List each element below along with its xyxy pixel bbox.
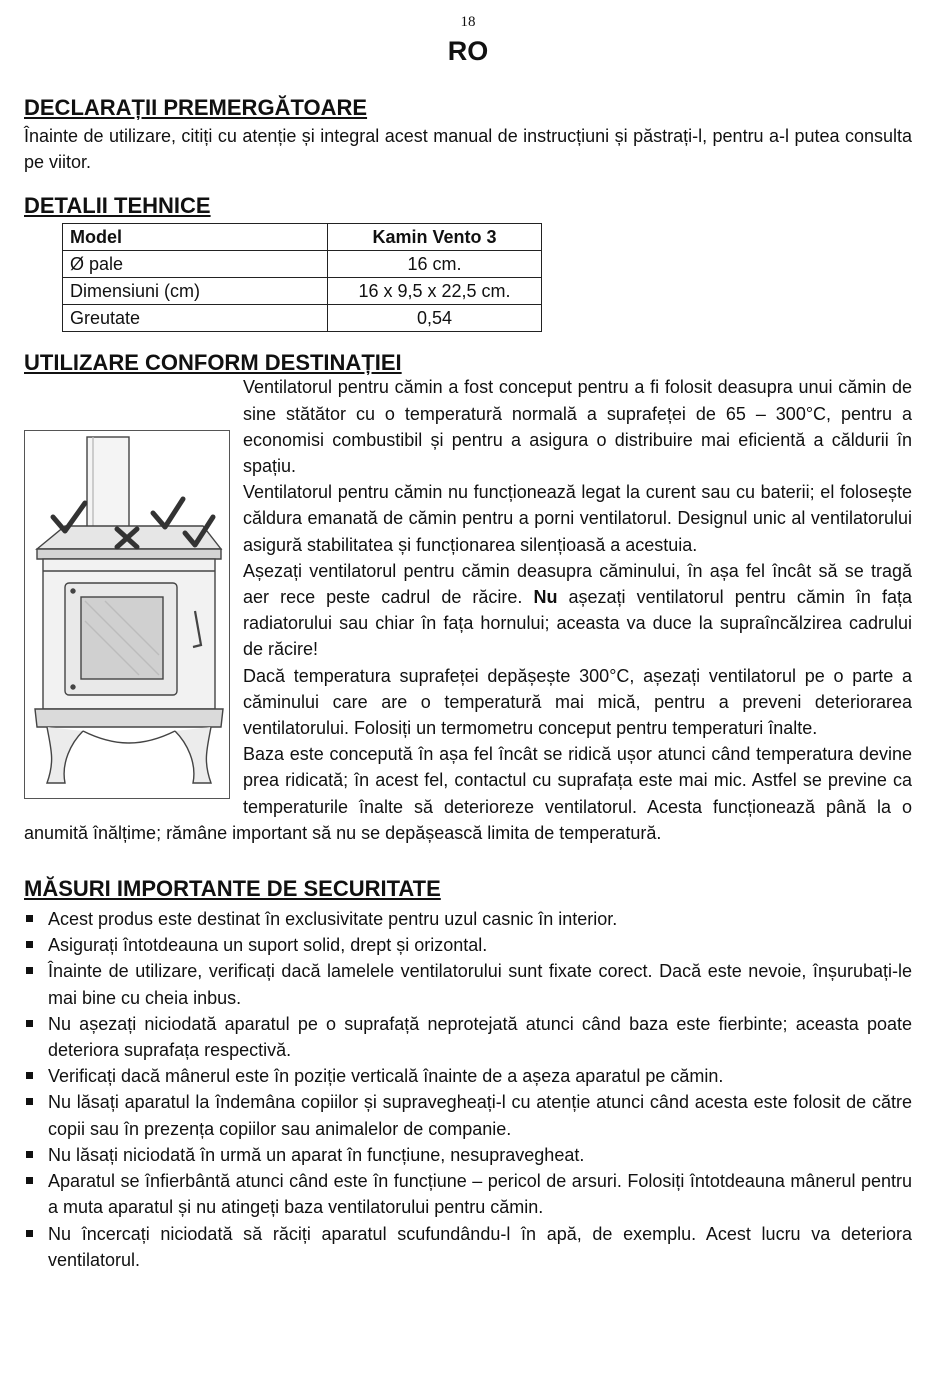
manual-page-content: [24, 93, 912, 1273]
specs-value: 0,54: [328, 305, 542, 332]
safety-item: [24, 1063, 912, 1089]
specs-row: [63, 305, 542, 332]
usage-paragraph-1: Ventilatorul pentru cămin a fost conceput pentru a fi folosit deasupra unui cămin de sine stătător cu o temperatură normală a suprafeței de 65 – 300°C, pentru a economisi combustibil și pentru a asigura o distribuire mai eficientă a căldurii în spațiu.: [243, 377, 912, 477]
bullet-icon: [26, 967, 33, 974]
usage-paragraph-4: Dacă temperatura suprafeței depășește 300°C, așezați ventilatorul pe o parte a căminului care are o temperatură mai mică, pentru a preveni deteriorarea ventilatorului. Folosiți un termometru conceput pentru temperaturi înalte.: [243, 665, 912, 739]
safety-item: [24, 1168, 912, 1220]
specs-header-row: [63, 224, 542, 251]
safety-item-text: Nu lăsați aparatul la îndemâna copiilor și supravegheați-l cu atenție atunci când acesta este folosit de către copii sau în prezența copiilor sau animalelor de companie.: [48, 1092, 912, 1139]
safety-item: [24, 906, 912, 932]
page-number: 18: [460, 14, 476, 30]
specs-header-value: Kamin Vento 3: [328, 224, 542, 251]
safety-item: [24, 932, 912, 958]
safety-item-text: Verificați dacă mânerul este în poziție verticală înainte de a așeza aparatul pe cămin.: [48, 1066, 724, 1087]
specs-label: Dimensiuni (cm): [63, 278, 328, 305]
safety-item-text: Aparatul se înfierbântă atunci când este în funcțiune – pericol de arsuri. Folosiți întotdeauna mânerul pentru a muta aparatul și nu atingeți baza ventilatorului pentru cămin.: [48, 1171, 912, 1218]
safety-item-text: Nu lăsați niciodată în urmă un aparat în funcțiune, nesupravegheat.: [48, 1144, 585, 1165]
usage-paragraph-3-end: așezați ventilatorul pentru cămin în fața radiatorului sau chiar în fața hornului; aceasta va duce la supraîncălzirea cadrului de răcire!: [243, 587, 912, 660]
safety-item: [24, 1011, 912, 1063]
bullet-icon: [26, 1072, 33, 1079]
safety-item: [24, 1142, 912, 1168]
specs-label: Ø pale: [63, 251, 328, 278]
safety-item-text: Asigurați întotdeauna un suport solid, drept și orizontal.: [48, 935, 488, 956]
safety-item: [24, 1089, 912, 1141]
usage-paragraph-3-emphasis: Nu: [533, 587, 558, 608]
specs-value: 16 cm.: [328, 251, 542, 278]
safety-item-text: Nu încercați niciodată să răciți aparatul scufundându-l în apă, de exemplu. Acest lucru va deteriora ventilatorul.: [48, 1223, 912, 1270]
bullet-icon: [26, 941, 33, 948]
safety-item-text: Acest produs este destinat în exclusivitate pentru uzul casnic în interior.: [48, 909, 618, 930]
bullet-icon: [26, 1020, 33, 1027]
intro-heading: DECLARAȚII PREMERGĂTOARE: [24, 95, 368, 120]
stove-illustration: [24, 430, 230, 799]
safety-list: [24, 906, 912, 1273]
bullet-icon: [26, 915, 33, 922]
usage-heading: UTILIZARE CONFORM DESTINAȚIEI: [24, 350, 402, 376]
safety-item-text: Înainte de utilizare, verificați dacă lamelele ventilatorului sunt fixate corect. Dacă este nevoie, înșurubați-le mai bine cu cheia inbus.: [48, 961, 912, 1008]
usage-paragraph-2: Ventilatorul pentru cămin nu funcționează legat la curent sau cu baterii; el folosește căldura emanată de cămin pentru a porni ventilatorul. Designul unic al ventilatorului asigură stabilitatea și funcționarea silențioasă a acestuia.: [243, 482, 912, 555]
safety-item: [24, 958, 912, 1010]
specs-row: [63, 278, 542, 305]
bullet-icon: [26, 1177, 33, 1184]
usage-paragraph-3-start: Așezați ventilatorul pentru cămin deasupra căminului, în așa fel încât să se tragă aer rece peste cadrul de răcire.: [243, 560, 912, 608]
specs-label: Greutate: [63, 305, 328, 332]
specs-header-label: Model: [63, 224, 328, 251]
safety-item-text: Nu așezați niciodată aparatul pe o suprafață neprotejată atunci când baza este fierbinte; aceasta poate deteriora suprafața respectivă.: [48, 1013, 912, 1061]
specs-table: [62, 223, 542, 332]
usage-paragraph-5: Baza este concepută în așa fel încât se ridică ușor atunci când temperatura devine prea ridicată; în acest fel, contactul cu suprafața este mai mic. Astfel se previne ca temperaturile înalte să deterioreze ventilatorul. Acesta funcționează până la o anumită înălțime; rămâne important să nu se depășească limita de temperatură.: [24, 744, 912, 843]
specs-value: 16 x 9,5 x 22,5 cm.: [328, 278, 542, 305]
usage-section: [24, 374, 912, 846]
intro-paragraph: Înainte de utilizare, citiți cu atenție și integral acest manual de instrucțiuni și păstrați-l, pentru a-l putea consulta pe viitor.: [24, 126, 912, 173]
bullet-icon: [26, 1151, 33, 1158]
bullet-icon: [26, 1098, 33, 1105]
safety-item: [24, 1221, 912, 1273]
technical-heading: DETALII TEHNICE: [24, 193, 211, 219]
language-code: RO: [447, 36, 489, 66]
stove-drawing: [25, 431, 229, 798]
specs-row: [63, 251, 542, 278]
bullet-icon: [26, 1230, 33, 1237]
safety-heading: MĂSURI IMPORTANTE DE SECURITATE: [24, 876, 441, 902]
